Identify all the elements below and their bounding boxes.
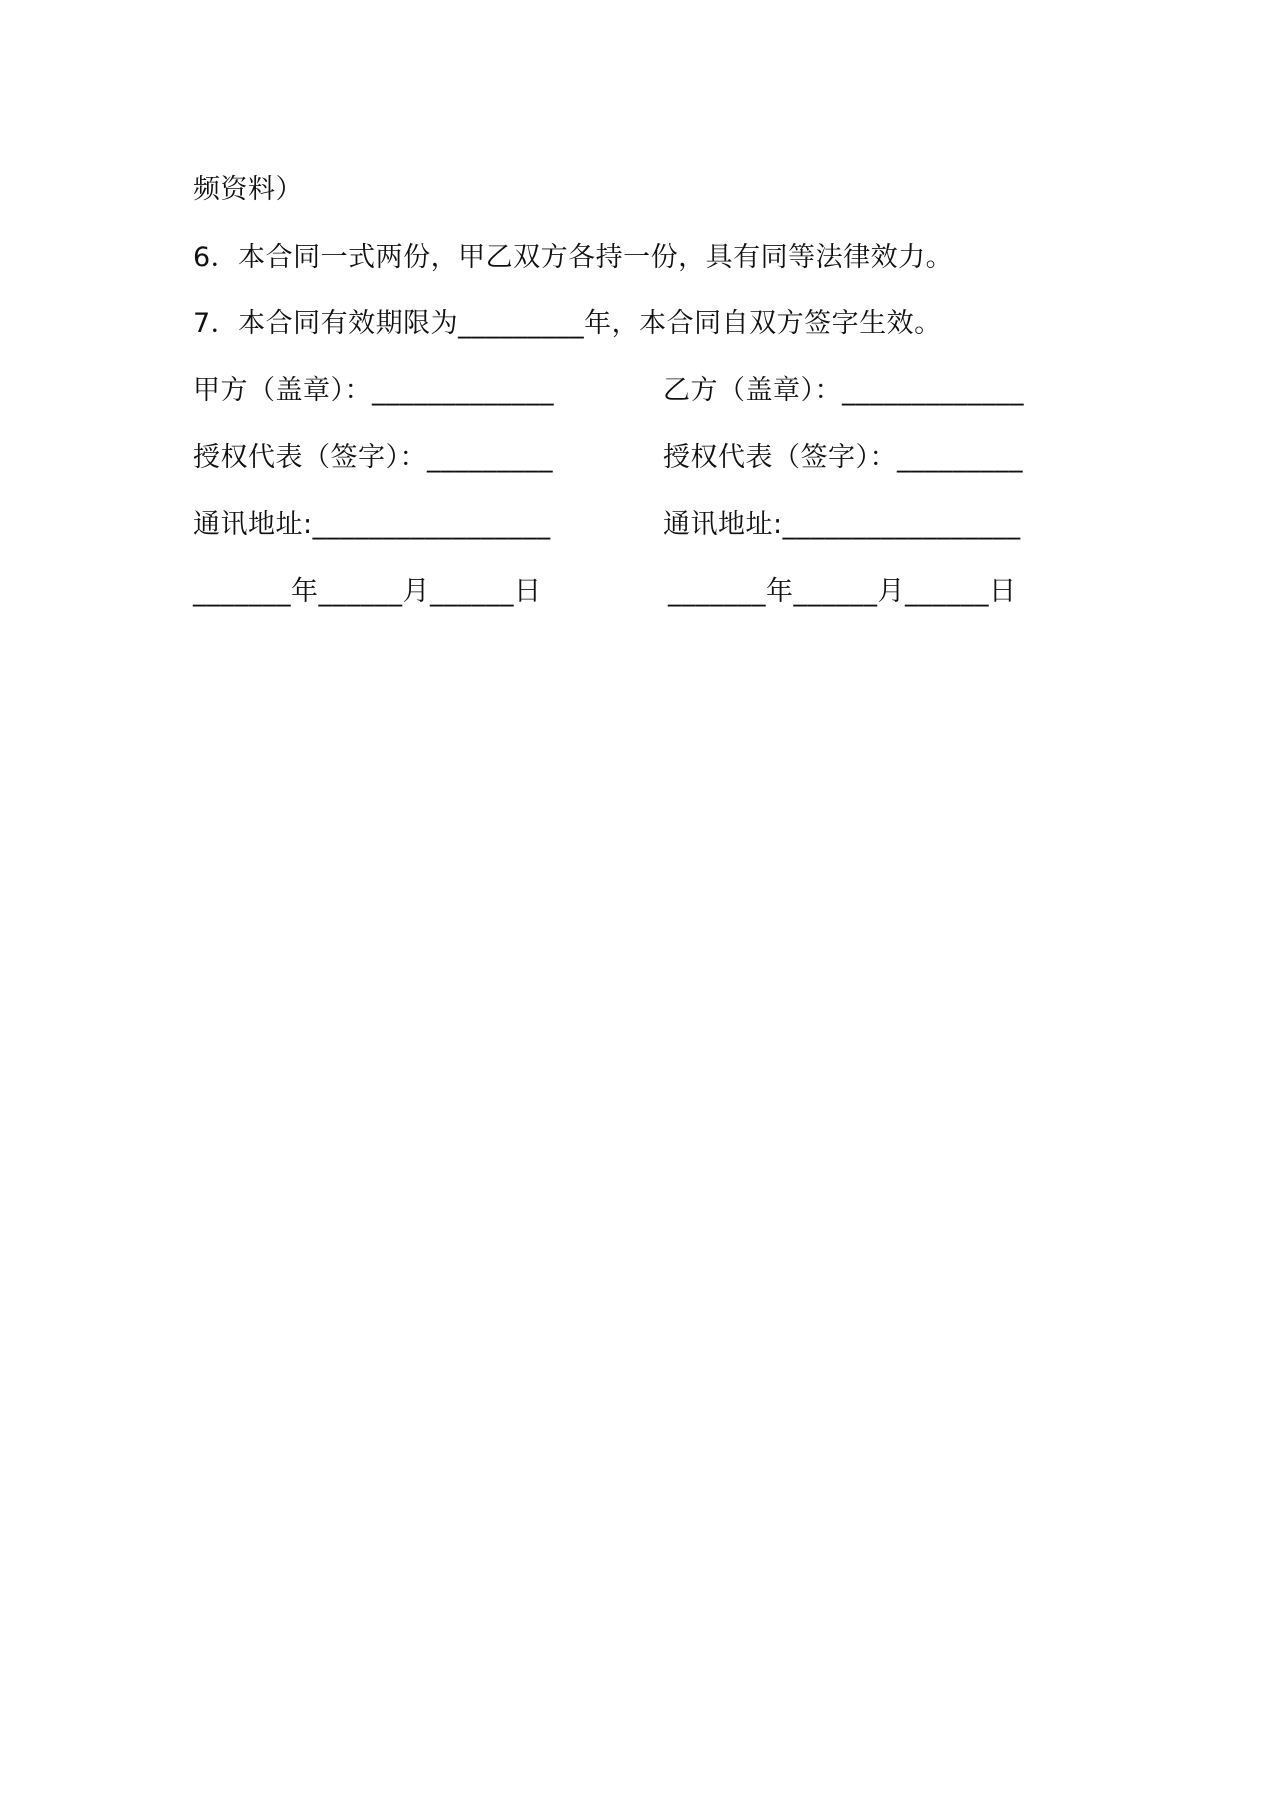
party-b-address: 通讯地址:_________________ bbox=[663, 509, 1021, 540]
party-a-date: _______年______月______日 bbox=[193, 576, 542, 607]
party-b-date: _______年______月______日 bbox=[668, 576, 1017, 607]
party-a-address: 通讯地址:_________________ bbox=[193, 509, 551, 540]
party-b-representative: 授权代表（签字）：_________ bbox=[663, 442, 1023, 473]
party-a-representative: 授权代表（签字）：_________ bbox=[193, 442, 553, 473]
party-b-seal: 乙方（盖章）：_____________ bbox=[663, 375, 1024, 406]
clause-7: 7．本合同有效期限为_________年，本合同自双方签字生效。 bbox=[193, 308, 942, 339]
clause-6: 6．本合同一式两份，甲乙双方各持一份，具有同等法律效力。 bbox=[193, 242, 954, 273]
party-a-seal: 甲方（盖章）：_____________ bbox=[193, 375, 554, 406]
paragraph-continuation: 频资料） bbox=[193, 174, 303, 205]
